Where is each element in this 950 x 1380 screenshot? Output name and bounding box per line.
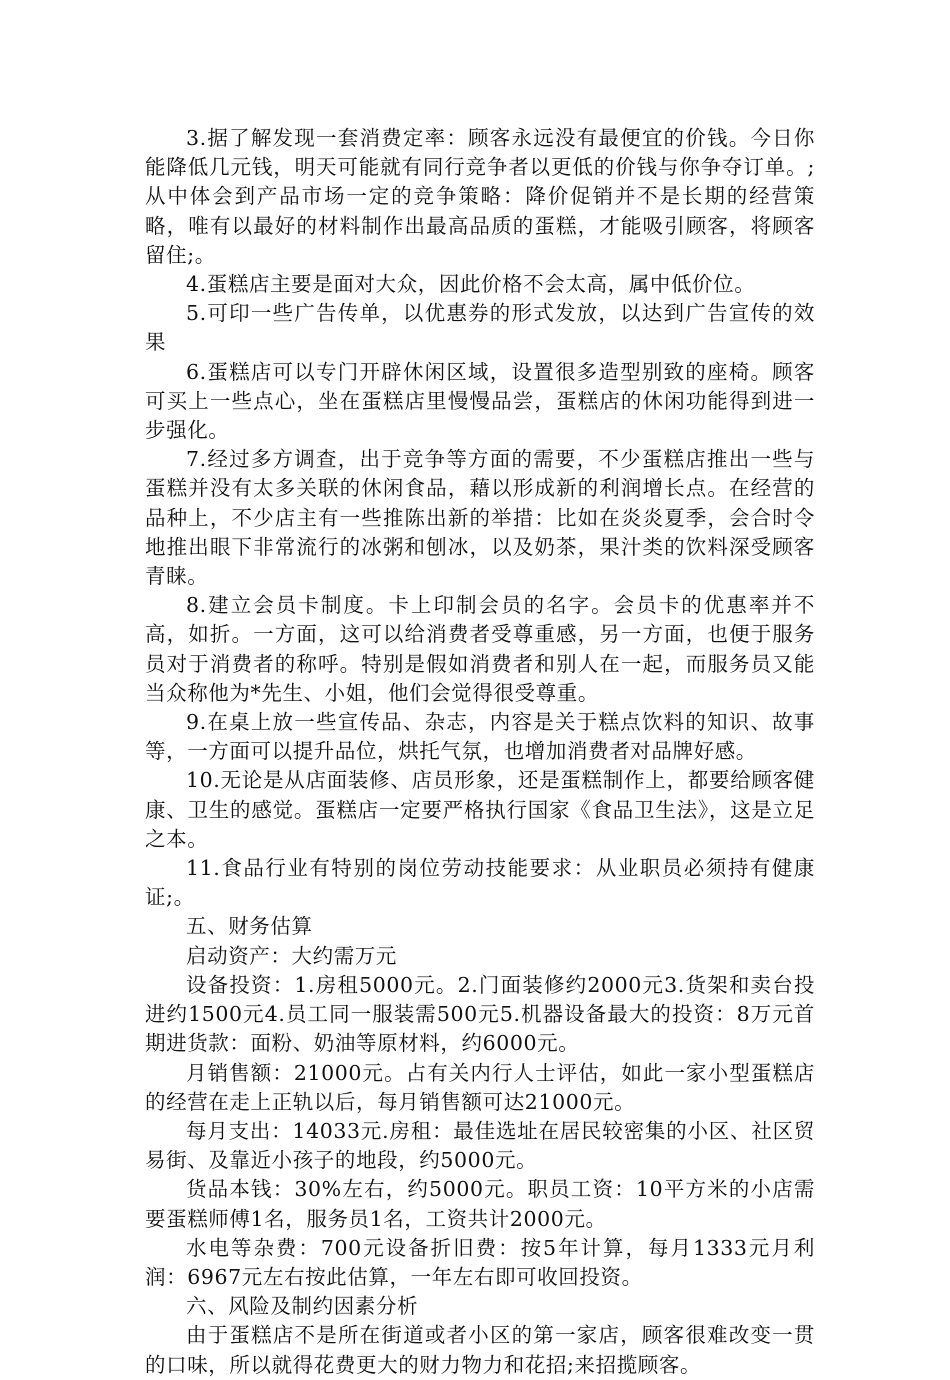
paragraph-startup-assets: 启动资产：大约需万元 xyxy=(186,943,397,968)
paragraph-item-6: 6.蛋糕店可以专门开辟休闲区域，设置很多造型别致的座椅。顾客可买上一些点心，坐在蛋糕店里慢慢品尝，蛋糕店的休闲功能得到进一步强化。 xyxy=(145,359,815,443)
document-body xyxy=(145,124,815,1380)
paragraph-equipment-investment: 设备投资：1.房租5000元。2.门面装修约2000元3.货架和卖台投进约1500元4.员工同一服装需500元5.机器设备最大的投资：8万元首期进货款：面粉、奶油等原材料，约6000元。 xyxy=(145,972,815,1056)
paragraph-item-11: 11.食品行业有特别的岗位劳动技能要求：从业职员必须持有健康证;。 xyxy=(145,856,815,910)
paragraph-item-10: 10.无论是从店面装修、店员形象，还是蛋糕制作上，都要给顾客健康、卫生的感觉。蛋糕店一定要严格执行国家《食品卫生法》，这是立足之本。 xyxy=(145,768,815,851)
section-heading-finance: 五、财务估算 xyxy=(186,914,313,939)
paragraph-risk-analysis: 由于蛋糕店不是所在街道或者小区的第一家店，顾客很难改变一贯的口味，所以就得花费更大的财力物力和花招;来招揽顾客。 xyxy=(145,1323,815,1377)
paragraph-utilities: 水电等杂费：700元设备折旧费：按5年计算，每月1333元月利润：6967元左右按此估算，一年左右即可收回投资。 xyxy=(145,1235,815,1289)
paragraph-item-7: 7.经过多方调查，出于竞争等方面的需要，不少蛋糕店推出一些与蛋糕并没有太多关联的休闲食品，藉以形成新的利润增长点。在经营的品种上，不少店主有一些推陈出新的举措：比如在炎炎夏季，会合时令地推出眼下非常流行的冰粥和刨冰，以及奶茶，果汁类的饮料深受顾客青睐。 xyxy=(145,447,815,589)
paragraph-item-5: 5.可印一些广告传单，以优惠券的形式发放，以达到广告宣传的效果 xyxy=(145,301,815,355)
paragraph-item-3: 3.据了解发现一套消费定率：顾客永远没有最便宜的价钱。今日你能降低几元钱，明天可能就有同行竞争者以更低的价钱与你争夺订单。;从中体会到产品市场一定的竞争策略：降价促销并不是长期的经营策略，唯有以最好的材料制作出最高品质的蛋糕，才能吸引顾客，将顾客留住;。 xyxy=(145,126,815,267)
section-heading-risk: 六、风险及制约因素分析 xyxy=(186,1294,419,1319)
paragraph-item-4: 4.蛋糕店主要是面对大众，因此价格不会太高，属中低价位。 xyxy=(186,272,756,297)
paragraph-item-9: 9.在桌上放一些宣传品、杂志，内容是关于糕点饮料的知识、故事等，一方面可以提升品位，烘托气氛，也增加消费者对品牌好感。 xyxy=(145,710,815,764)
paragraph-monthly-sales: 月销售额：21000元。占有关内行人士评估，如此一家小型蛋糕店的经营在走上正轨以后，每月销售额可达21000元。 xyxy=(145,1060,815,1114)
paragraph-monthly-expenses: 每月支出：14033元.房租：最佳选址在居民较密集的小区、社区贸易街、及靠近小孩子的地段，约5000元。 xyxy=(145,1118,815,1173)
paragraph-item-8: 8.建立会员卡制度。卡上印制会员的名字。会员卡的优惠率并不高，如折。一方面，这可以给消费者受尊重感，另一方面，也便于服务员对于消费者的称呼。特别是假如消费者和别人在一起，而服务员又能当众称他为*先生、小姐，他们会觉得很受尊重。 xyxy=(145,593,815,705)
paragraph-goods-cost: 货品本钱：30%左右，约5000元。职员工资：10平方米的小店需要蛋糕师傅1名，服务员1名，工资共计2000元。 xyxy=(145,1177,815,1231)
